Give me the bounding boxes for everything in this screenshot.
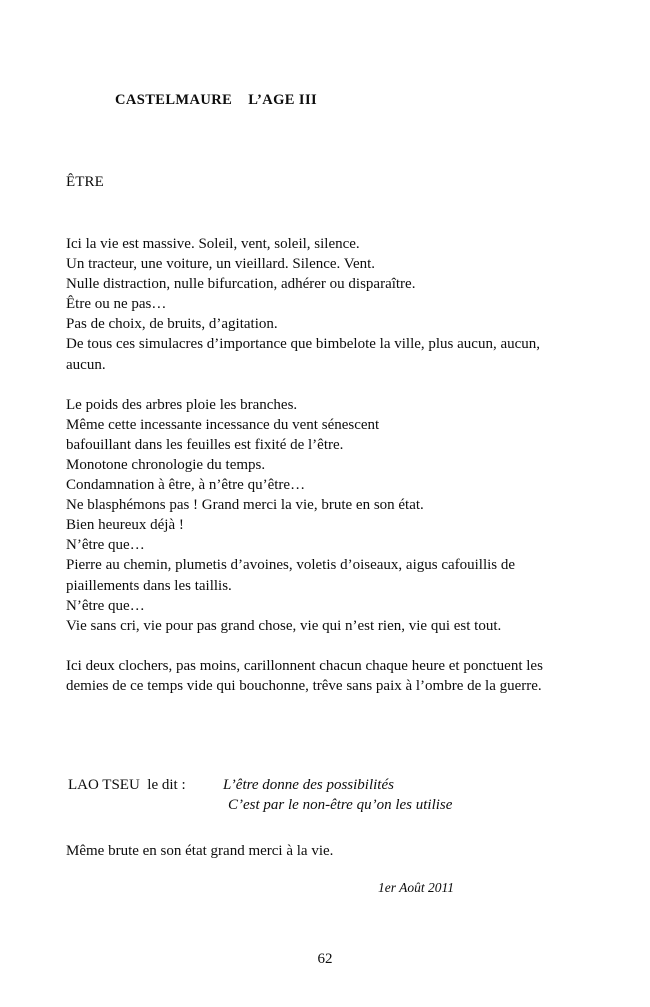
- poem-line: N’être que…: [66, 597, 145, 614]
- poem-line: Ici la vie est massive. Soleil, vent, soleil, silence.: [66, 236, 360, 252]
- poem-line: Un tracteur, une voiture, un vieillard. Silence. Vent.: [66, 256, 376, 273]
- quotation-row: [68, 775, 568, 795]
- date-line: 1er Août 2011: [378, 880, 454, 895]
- poem-line: Pas de choix, de bruits, d’agitation.: [66, 316, 278, 333]
- poem-line: Condamnation à être, à n’être qu’être…: [66, 477, 306, 494]
- poem-line: Vie sans cri, vie pour pas grand chose, vie qui n’est rien, vie qui est tout.: [66, 617, 502, 634]
- poem-line: Même cette incessante incessance du vent sénescent: [66, 416, 380, 433]
- stanza: [66, 656, 556, 696]
- poem-title: ÊTRE: [66, 174, 104, 190]
- quotation-block: [68, 775, 568, 815]
- poem-line: Bien heureux déjà !: [66, 517, 184, 534]
- running-head: CASTELMAURE L’AGE III: [115, 92, 318, 108]
- quotation-line: L’être donne des possibilités: [223, 777, 394, 793]
- poem-line: Le poids des arbres ploie les branches.: [66, 396, 298, 413]
- poem-body: [66, 234, 556, 696]
- stanza: [66, 395, 556, 636]
- poem-line: N’être que…: [66, 537, 145, 554]
- poem-line: Être ou ne pas…: [66, 296, 167, 313]
- page-number: 62: [317, 951, 333, 967]
- poem-line: Ne blasphémons pas ! Grand merci la vie, brute en son état.: [66, 497, 424, 514]
- poem-line: Nulle distraction, nulle bifurcation, adhérer ou disparaître.: [66, 276, 416, 293]
- quotation-row: [68, 795, 568, 815]
- poem-line: Monotone chronologie du temps.: [66, 456, 266, 473]
- quotation-line: C’est par le non-être qu’on les utilise: [228, 797, 453, 814]
- poem-line: Pierre au chemin, plumetis d’avoines, voletis d’oiseaux, aigus cafouillis de piaillements dans les taillis.: [66, 557, 519, 594]
- poem-line: bafouillant dans les feuilles est fixité de l’être.: [66, 436, 344, 453]
- poem-line: Ici deux clochers, pas moins, carillonnent chacun chaque heure et ponctuent les demies de ce temps vide qui bouchonne, trêve sans paix à l’ombre de la guerre.: [66, 657, 547, 694]
- poem-line: De tous ces simulacres d’importance que bimbelote la ville, plus aucun, aucun, aucun.: [66, 336, 544, 373]
- stanza: [66, 234, 556, 375]
- closing-line: Même brute en son état grand merci à la vie.: [66, 843, 334, 859]
- quotation-attribution: LAO TSEU le dit :: [68, 777, 186, 793]
